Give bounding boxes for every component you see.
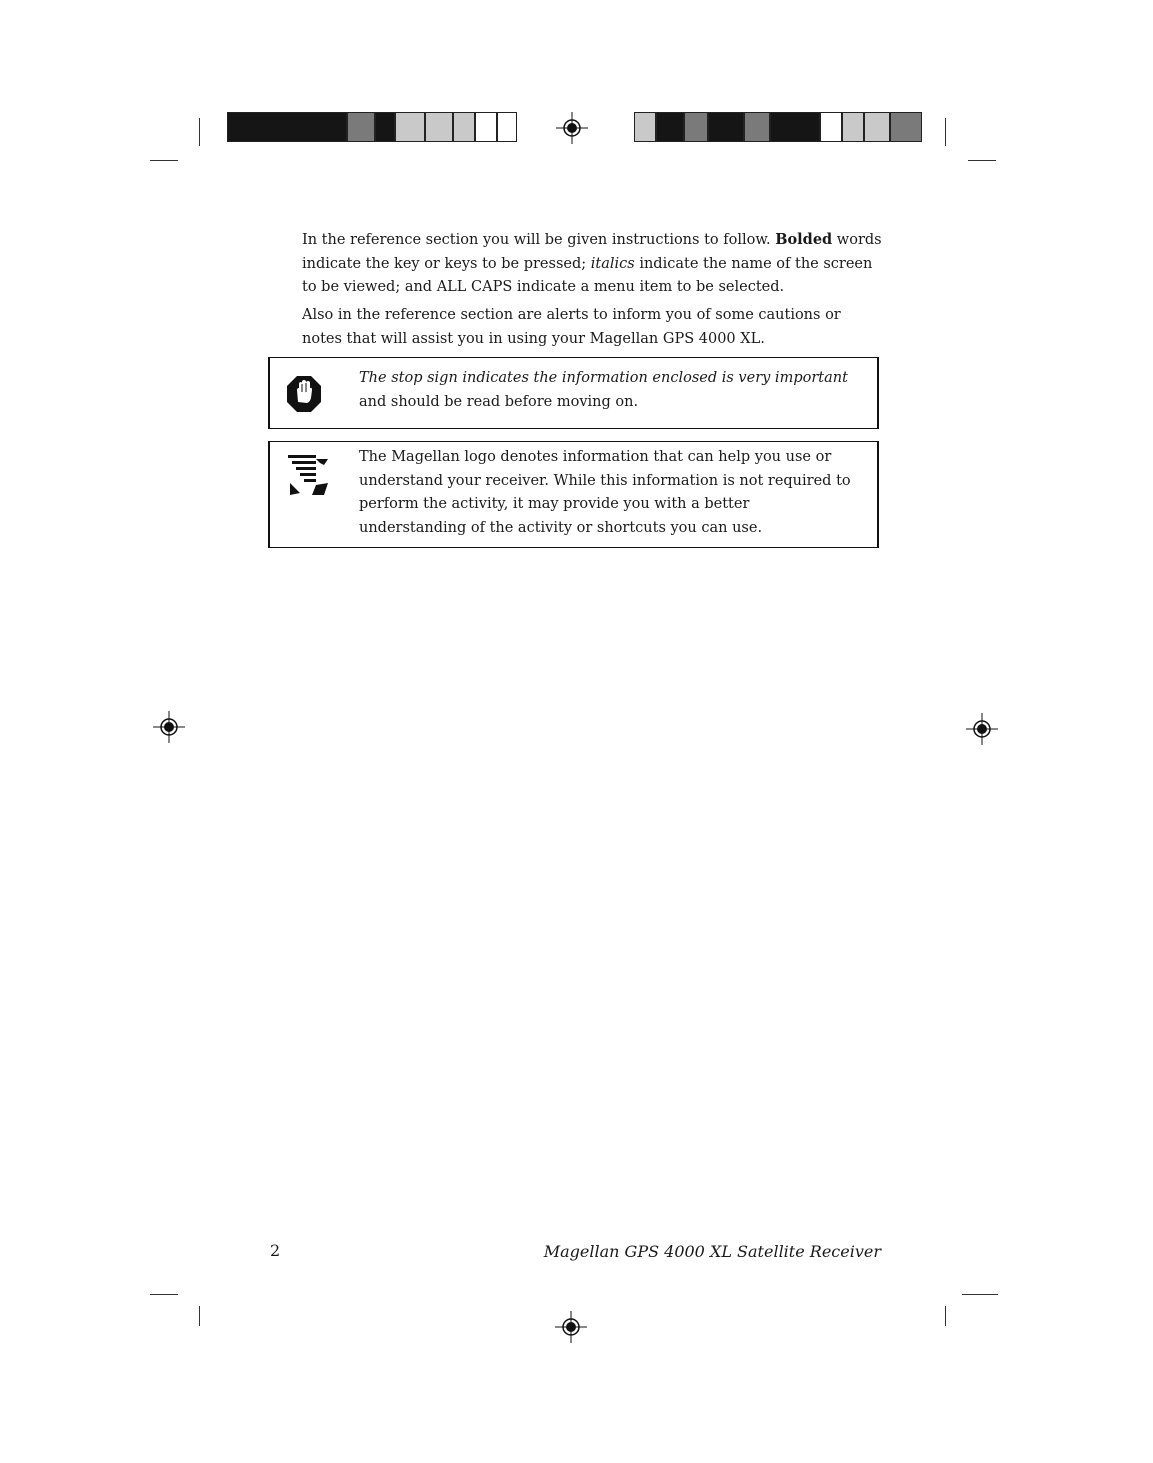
footer-title: Magellan GPS 4000 XL Satellite Receiver (543, 1242, 881, 1261)
registration-mark-icon (966, 713, 998, 745)
magellan-note-text: The Magellan logo denotes information that can help you use or understand your receiver. While this information is not required to perform the activity, it may provide you with a better understanding of the activity or shortcuts you can use. (359, 449, 851, 536)
crop-mark-top-left-vertical (199, 118, 200, 146)
calibration-strip-left (227, 112, 517, 142)
crop-mark-bottom-left-vertical (199, 1306, 200, 1326)
stop-note-text (359, 367, 857, 414)
registration-mark-icon (555, 1311, 587, 1343)
stop-note-box (268, 357, 879, 429)
intro-italic-word: italics (590, 255, 635, 272)
stop-sign-icon (287, 376, 321, 412)
intro-text-part2: words indicate the key or keys to be pressed; (302, 232, 882, 272)
page-number: 2 (270, 1241, 281, 1260)
intro-bold-word: Bolded (775, 231, 833, 248)
intro-text-part3: indicate the name of the screen to be viewed; and ALL CAPS indicate a menu item to be selected. (302, 255, 873, 295)
intro-paragraph (302, 228, 882, 300)
stop-note-rest: and should be read before moving on. (359, 393, 639, 410)
registration-mark-icon (556, 112, 588, 144)
crop-mark-bottom-right-horizontal (962, 1294, 998, 1295)
crop-mark-top-right-horizontal (968, 160, 996, 161)
crop-mark-top-right-vertical (945, 118, 946, 146)
crop-mark-bottom-right-vertical (945, 1306, 946, 1326)
registration-mark-icon (153, 711, 185, 743)
alerts-paragraph: Also in the reference section are alerts to inform you of some cautions or notes that will assist you in using your Magellan GPS 4000 XL. (302, 307, 841, 347)
calibration-strip-right (634, 112, 922, 142)
crop-mark-top-left-horizontal (150, 160, 178, 161)
magellan-logo-icon (286, 455, 332, 497)
stop-note-italic: The stop sign indicates the information enclosed is very important (359, 370, 848, 386)
magellan-note-box (268, 441, 879, 548)
crop-mark-bottom-left-horizontal (150, 1294, 178, 1295)
intro-text-part1: In the reference section you will be given instructions to follow. (302, 232, 776, 248)
